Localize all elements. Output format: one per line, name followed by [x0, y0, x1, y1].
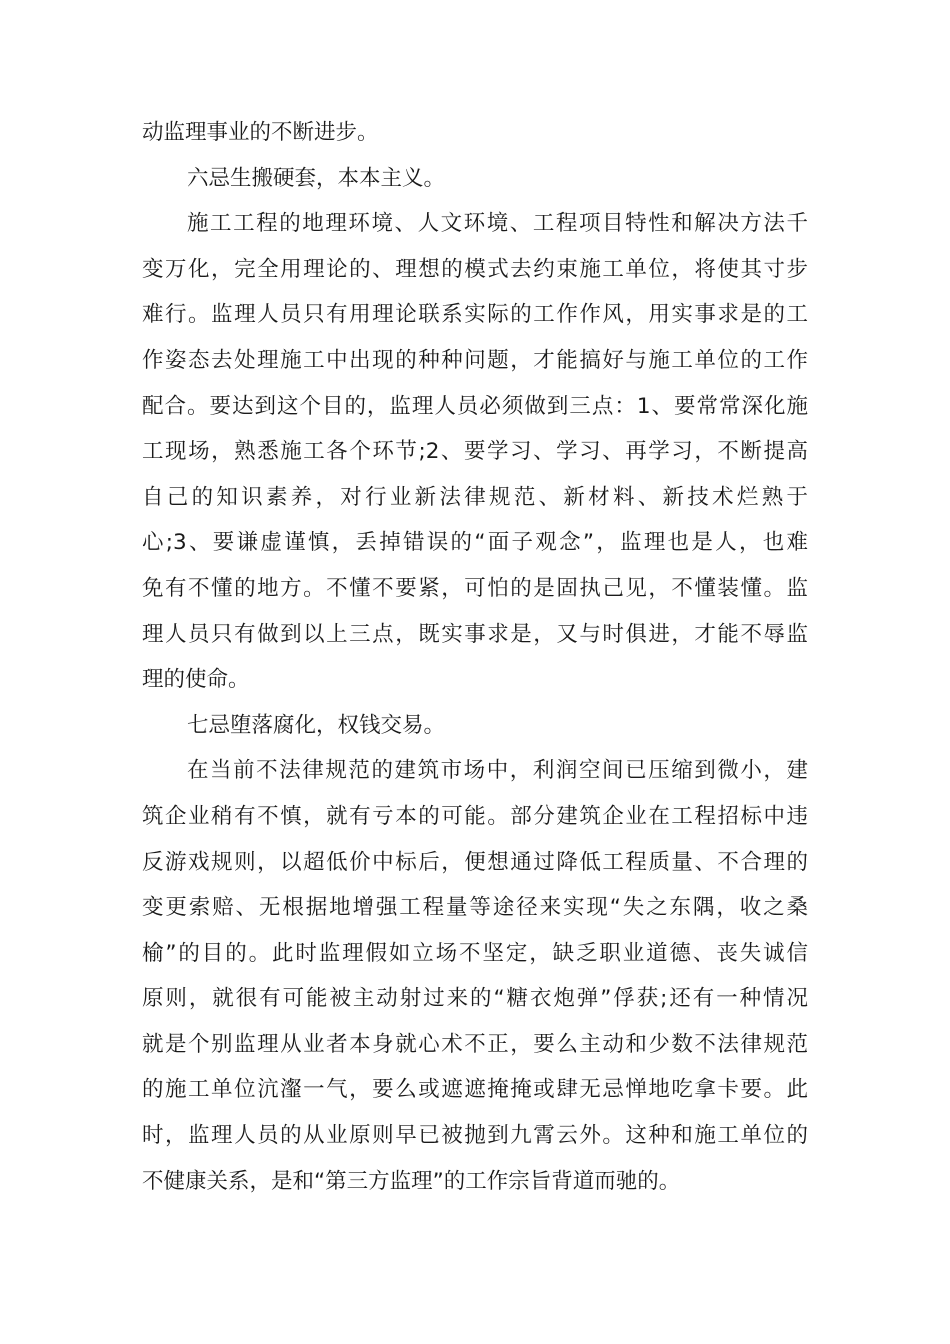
body-text [142, 110, 808, 1204]
paragraph [142, 156, 808, 202]
paragraph-line: 免有不懂的地方。不懂不要紧，可怕的是固执己见，不懂装懂。监 [142, 575, 808, 601]
paragraph-line: 工现场，熟悉施工各个环节;2、要学习、学习、再学习，不断提高 [142, 439, 808, 465]
paragraph-line: 筑企业稍有不慎，就有亏本的可能。部分建筑企业在工程招标中违 [142, 803, 808, 829]
paragraph-line: 七忌堕落腐化，权钱交易。 [187, 712, 446, 738]
paragraph [142, 201, 808, 703]
paragraph [142, 748, 808, 1204]
paragraph-line: 心;3、要谦虚谨慎，丢掉错误的“面子观念”，监理也是人，也难 [142, 530, 808, 556]
paragraph-line: 动监理事业的不断进步。 [142, 120, 379, 145]
paragraph-line: 变万化，完全用理论的、理想的模式去约束施工单位，将使其寸步 [142, 256, 808, 282]
paragraph [142, 110, 808, 156]
paragraph [142, 703, 808, 749]
paragraph-line: 就是个别监理从业者本身就心术不正，要么主动和少数不法律规范 [142, 1031, 808, 1057]
paragraph-line: 作姿态去处理施工中出现的种种问题，才能搞好与施工单位的工作 [142, 347, 808, 373]
paragraph-line: 时，监理人员的从业原则早已被抛到九霄云外。这种和施工单位的 [142, 1123, 808, 1149]
paragraph-line: 变更索赔、无根据地增强工程量等途径来实现“失之东隅，收之桑 [142, 895, 808, 921]
paragraph-line: 理的使命。 [142, 667, 250, 693]
paragraph-line: 施工工程的地理环境、人文环境、工程项目特性和解决方法千 [187, 211, 808, 237]
paragraph-line: 在当前不法律规范的建筑市场中，利润空间已压缩到微小，建 [187, 758, 808, 784]
paragraph-line: 原则，就很有可能被主动射过来的“糖衣炮弹”俘获;还有一种情况 [142, 986, 808, 1012]
paragraph-line: 六忌生搬硬套，本本主义。 [187, 165, 446, 191]
paragraph-line: 的施工单位沆瀣一气，要么或遮遮掩掩或肆无忌惮地吃拿卡要。此 [142, 1077, 808, 1103]
paragraph-line: 榆”的目的。此时监理假如立场不坚定，缺乏职业道德、丧失诚信 [142, 940, 808, 966]
paragraph-line: 理人员只有做到以上三点，既实事求是，又与时俱进，才能不辱监 [142, 621, 808, 647]
paragraph-line: 自己的知识素养，对行业新法律规范、新材料、新技术烂熟于 [142, 484, 808, 510]
paragraph-line: 不健康关系，是和“第三方监理”的工作宗旨背道而驰的。 [142, 1168, 681, 1194]
paragraph-line: 配合。要达到这个目的，监理人员必须做到三点：1、要常常深化施 [142, 393, 808, 419]
paragraph-line: 反游戏规则，以超低价中标后，便想通过降低工程质量、不合理的 [142, 849, 808, 875]
paragraph-line: 难行。监理人员只有用理论联系实际的工作作风，用实事求是的工 [142, 302, 808, 328]
